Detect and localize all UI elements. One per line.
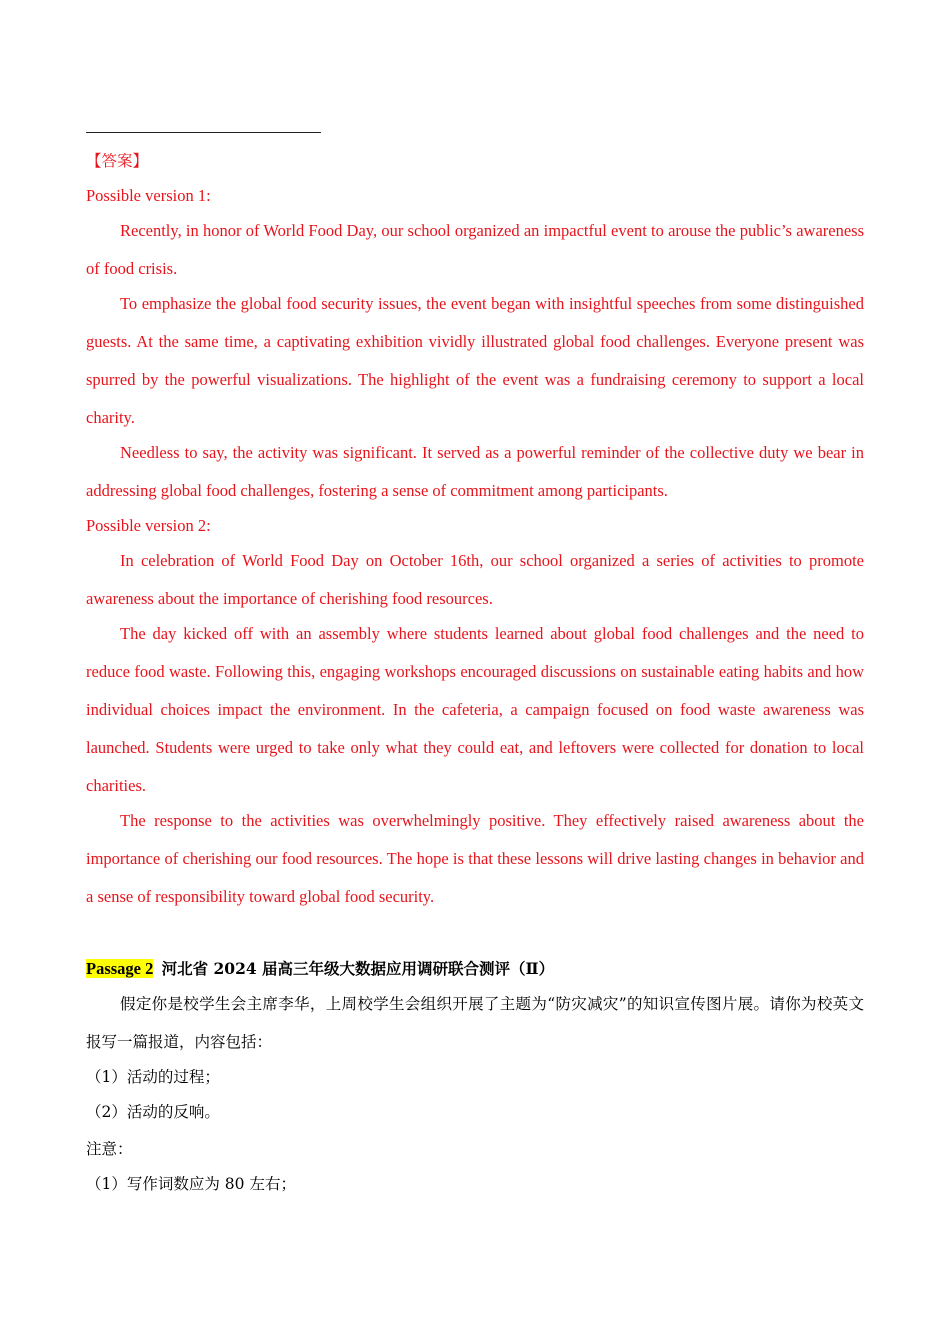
requirement-item-1: （1）活动的过程； <box>86 1068 220 1086</box>
version1-label: Possible version 1: <box>86 186 211 205</box>
version1-paragraph-2: To emphasize the global food security issues, the event began with insightful speeches from some distinguished guests. At the same time, a captivating exhibition vividly illustrated global food challenges. Everyone present was spurred by the powerful visualizations. The highlight of the event was a fundraising ceremony to support a local charity. <box>86 294 864 427</box>
passage-title: 河北省 2024 届高三年级大数据应用调研联合测评（Ⅱ） <box>161 959 555 978</box>
note-item-1: （1）写作词数应为 80 左右； <box>86 1175 296 1193</box>
passage-heading <box>86 957 864 981</box>
passage-tag: Passage 2 <box>86 959 154 978</box>
version2-paragraph-1: In celebration of World Food Day on October 16th, our school organized a series of activities to promote awareness about the importance of cherishing food resources. <box>86 551 864 608</box>
note-label: 注意： <box>86 1140 133 1158</box>
version2-paragraph-3: The response to the activities was overwhelmingly positive. They effectively raised awareness about the importance of cherishing our food resources. The hope is that these lessons will drive lasting changes in behavior and a sense of responsibility toward global food security. <box>86 811 864 906</box>
version1-paragraph-3: Needless to say, the activity was significant. It served as a powerful reminder of the collective duty we bear in addressing global food challenges, fostering a sense of commitment among participants. <box>86 443 864 500</box>
version2-paragraph-2: The day kicked off with an assembly where students learned about global food challenges and the need to reduce food waste. Following this, engaging workshops encouraged discussions on sustainable eating habits and how individual choices impact the environment. In the cafeteria, a campaign focused on food waste awareness was launched. Students were urged to take only what they could eat, and leftovers were collected for donation to local charities. <box>86 624 864 795</box>
version2-label: Possible version 2: <box>86 516 211 535</box>
passage-prompt: 假定你是校学生会主席李华，上周校学生会组织开展了主题为“防灾减灾”的知识宣传图片展。请你为校英文报写一篇报道，内容包括： <box>86 995 864 1051</box>
version1-paragraph-1: Recently, in honor of World Food Day, our school organized an impactful event to arouse the public’s awareness of food crisis. <box>86 221 864 278</box>
requirement-item-2: （2）活动的反响。 <box>86 1103 220 1121</box>
answer-label: 【答案】 <box>86 152 149 170</box>
answer-blank-line <box>86 132 321 133</box>
